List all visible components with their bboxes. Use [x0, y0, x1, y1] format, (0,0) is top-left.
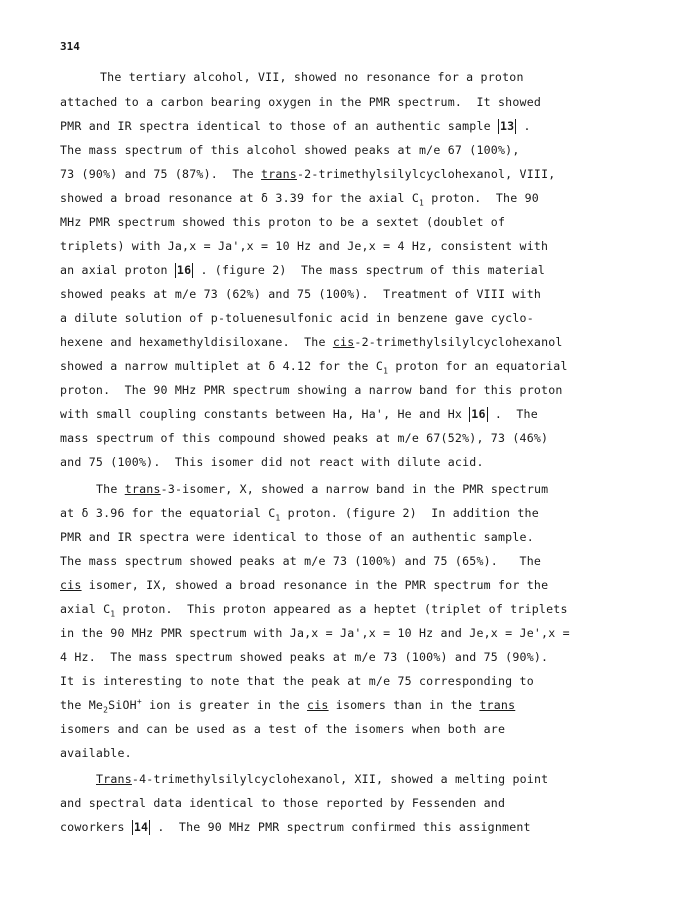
text-line — [60, 407, 538, 422]
text-run: The mass spectrum of this alcohol showed peaks at m/e 67 (100%), — [60, 143, 520, 157]
text-run: ion is greater in the — [141, 698, 308, 712]
text-line — [60, 530, 534, 544]
text-run: 1 — [419, 198, 425, 208]
underlined-term: cis — [332, 335, 355, 349]
text-run: hexene and hexamethyldisiloxane. The — [60, 335, 333, 349]
text-run: available. — [60, 746, 132, 760]
text-run: SiOH — [108, 698, 137, 712]
text-run: proton. (figure 2) In addition the — [280, 506, 539, 520]
text-run: -2-trimethylsilylcyclohexanol — [354, 335, 563, 349]
text-line — [60, 722, 505, 736]
citation-ref: 16 — [176, 263, 192, 277]
text-run: It is interesting to note that the peak at m/e 75 corresponding to — [60, 674, 534, 688]
text-line — [60, 95, 541, 109]
text-line — [60, 167, 555, 181]
text-line — [60, 602, 568, 619]
text-line — [60, 191, 539, 208]
text-run: isomers and can be used as a test of the isomers when both are — [60, 722, 506, 736]
text-run: . The 90 MHz PMR spectrum confirmed this assignment — [150, 820, 531, 834]
text-line — [60, 626, 570, 640]
text-line — [60, 697, 516, 715]
text-run: triplets) with Ja,x = Ja',x = 10 Hz and Je,x = 4 Hz, consistent with — [60, 239, 549, 253]
text-line — [60, 746, 132, 760]
text-line — [60, 820, 531, 835]
text-line — [100, 70, 524, 84]
text-line — [60, 578, 548, 592]
text-run: -4-trimethylsilylcyclohexanol, XII, showed a melting point — [131, 772, 549, 786]
text-line — [96, 772, 548, 786]
text-run: . (figure 2) The mass spectrum of this material — [193, 263, 546, 277]
text-line — [60, 143, 520, 157]
text-run: attached to a carbon bearing oxygen in the PMR spectrum. It showed — [60, 95, 542, 109]
text-run: PMR and IR spectra were identical to those of an authentic sample. — [60, 530, 534, 544]
text-run: showed a broad resonance at δ 3.39 for the axial C — [60, 191, 420, 205]
text-line — [60, 359, 568, 376]
text-run: 4 Hz. The mass spectrum showed peaks at m/e 73 (100%) and 75 (90%). — [60, 650, 549, 664]
underlined-term: trans — [479, 698, 516, 712]
citation-ref: 14 — [133, 820, 149, 834]
text-run: . — [516, 119, 531, 133]
text-run: mass spectrum of this compound showed peaks at m/e 67(52%), 73 (46%) — [60, 431, 549, 445]
citation-ref: 13 — [499, 119, 515, 133]
text-line — [60, 119, 531, 134]
text-line — [60, 335, 563, 349]
text-run: proton for an equatorial — [388, 359, 568, 373]
text-run: showed peaks at m/e 73 (62%) and 75 (100%). Treatment of VIII with — [60, 287, 542, 301]
text-run: -3-isomer, X, showed a narrow band in the PMR spectrum — [160, 482, 549, 496]
underlined-term: cis — [307, 698, 329, 712]
text-run: 1 — [383, 366, 389, 376]
text-line — [60, 311, 534, 325]
text-run: axial C — [60, 602, 111, 616]
text-line — [60, 554, 541, 568]
underlined-term: Trans — [96, 772, 132, 786]
text-line — [60, 287, 541, 301]
text-line — [60, 383, 563, 397]
text-run: with small coupling constants between Ha, Ha', He and Hx — [60, 407, 470, 421]
text-line — [60, 506, 539, 523]
text-run: MHz PMR spectrum showed this proton to be a sextet (doublet of — [60, 215, 506, 229]
text-run: The tertiary alcohol, VII, showed no resonance for a proton — [100, 70, 524, 84]
text-run: the Me — [60, 698, 104, 712]
text-run: isomers than in the — [328, 698, 480, 712]
text-run: The — [96, 482, 125, 496]
text-run: proton. The 90 MHz PMR spectrum showing a narrow band for this proton — [60, 383, 563, 397]
text-run: 1 — [275, 513, 281, 523]
text-run: a dilute solution of p-toluenesulfonic acid in benzene gave cyclo- — [60, 311, 534, 325]
text-line — [60, 263, 545, 278]
text-run: + — [136, 697, 142, 707]
text-line — [60, 650, 548, 664]
text-line — [60, 796, 505, 810]
text-run: 2 — [103, 705, 109, 715]
page-number: 314 — [60, 40, 80, 53]
text-line — [60, 674, 534, 688]
underlined-term: trans — [124, 482, 161, 496]
text-run: in the 90 MHz PMR spectrum with Ja,x = Ja',x = 10 Hz and Je,x = Je',x = — [60, 626, 570, 640]
text-run: PMR and IR spectra identical to those of an authentic sample — [60, 119, 498, 133]
text-line — [60, 431, 548, 445]
text-run: proton. This proton appeared as a heptet (triplet of triplets — [115, 602, 568, 616]
text-line — [96, 482, 548, 496]
text-run: and spectral data identical to those reported by Fessenden and — [60, 796, 506, 810]
text-run: an axial proton — [60, 263, 175, 277]
text-run: showed a narrow multiplet at δ 4.12 for the C — [60, 359, 384, 373]
text-line — [60, 215, 505, 229]
text-run: 73 (90%) and 75 (87%). The — [60, 167, 262, 181]
text-run: 1 — [110, 609, 116, 619]
text-run: proton. The 90 — [424, 191, 539, 205]
text-line — [60, 239, 548, 253]
text-run: and 75 (100%). This isomer did not react with dilute acid. — [60, 455, 484, 469]
text-run: -2-trimethylsilylcyclohexanol, VIII, — [296, 167, 556, 181]
citation-ref: 16 — [471, 407, 486, 421]
text-run: coworkers — [60, 820, 132, 834]
text-run: . The — [487, 407, 538, 421]
underlined-term: trans — [261, 167, 297, 181]
text-run: The mass spectrum showed peaks at m/e 73 (100%) and 75 (65%). The — [60, 554, 542, 568]
text-run: isomer, IX, showed a broad resonance in the PMR spectrum for the — [81, 578, 549, 592]
text-line — [60, 455, 484, 469]
underlined-term: cis — [60, 578, 82, 592]
text-run: at δ 3.96 for the equatorial C — [60, 506, 276, 520]
